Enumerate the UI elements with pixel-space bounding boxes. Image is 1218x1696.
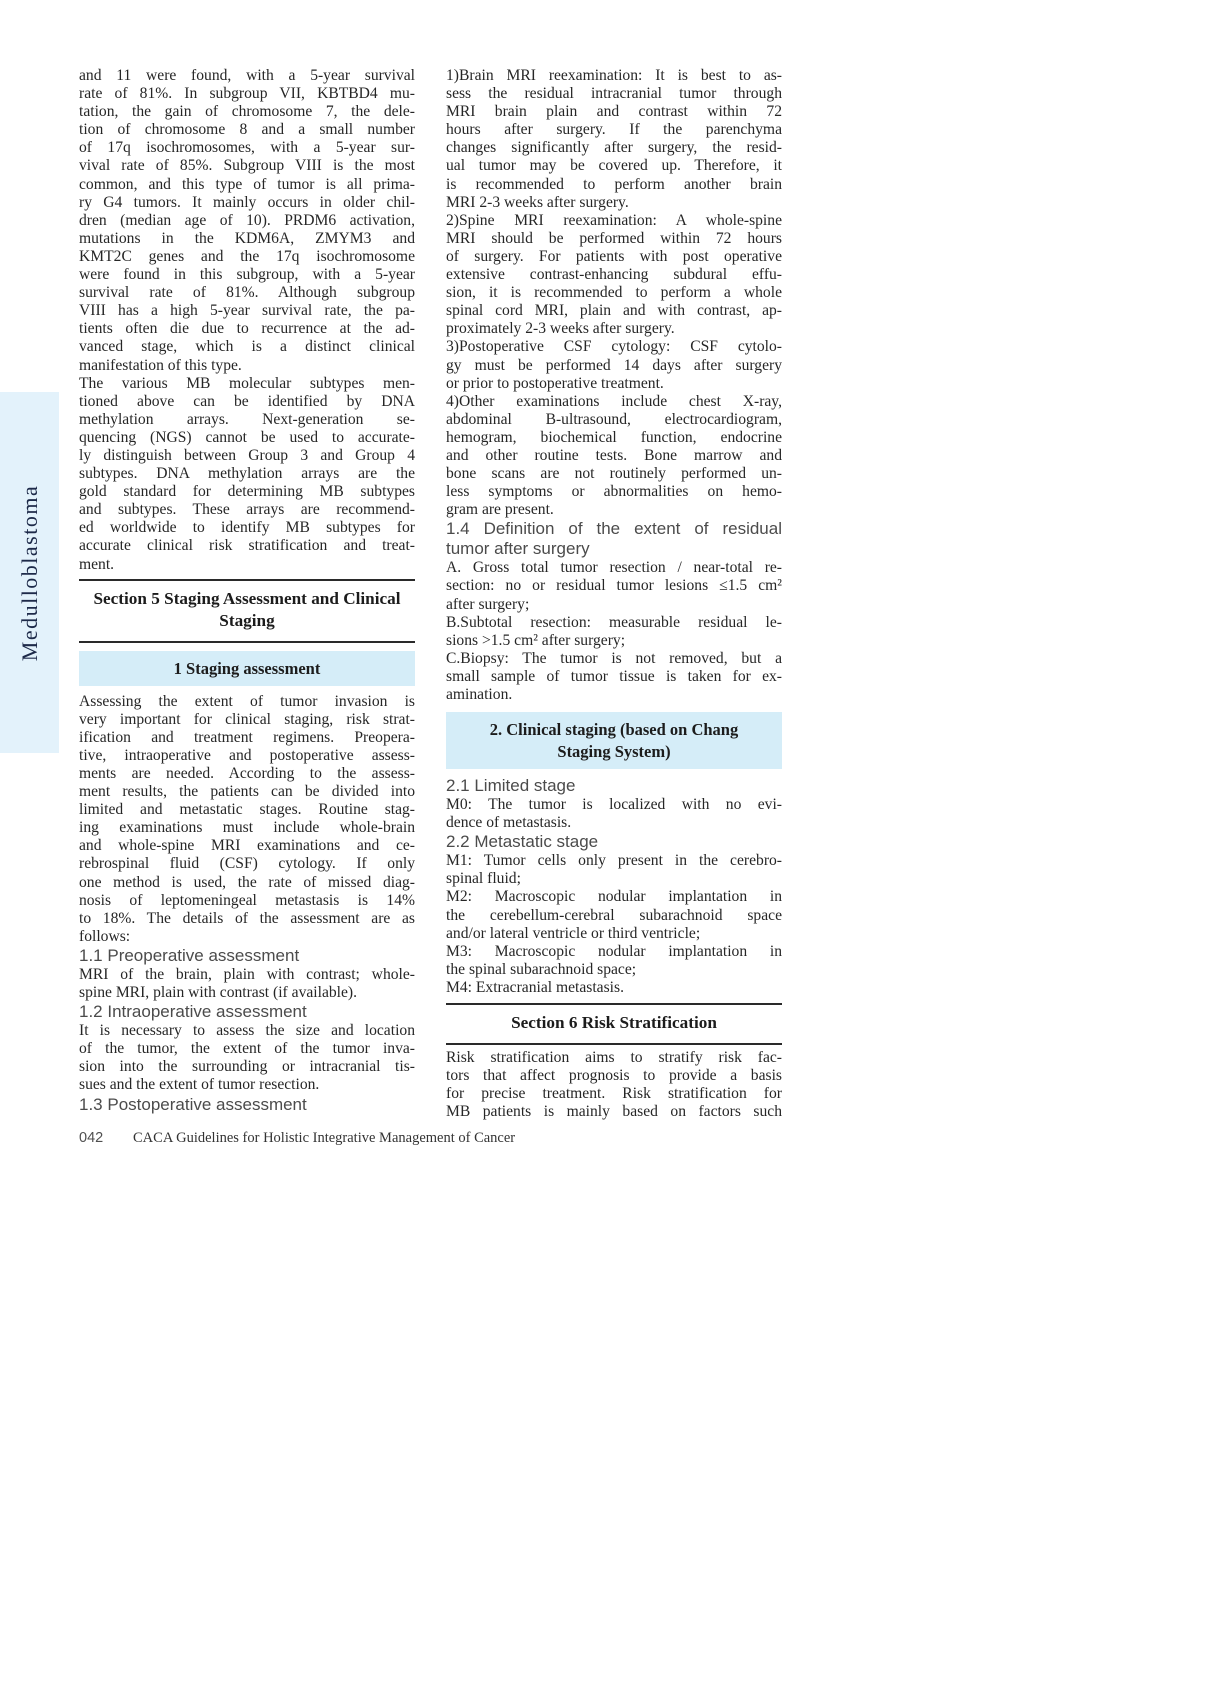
text-line: A. Gross total tumor resection / near-total re-: [446, 559, 782, 577]
right-text-column: [446, 67, 782, 1121]
text-line: rebrospinal fluid (CSF) cytology. If only: [79, 855, 415, 873]
text-line: C.Biopsy: The tumor is not removed, but a: [446, 649, 782, 667]
text-line: 1)Brain MRI reexamination: It is best to as-: [446, 67, 782, 84]
subsection-heading: [446, 776, 782, 796]
text-line: gold standard for determining MB subtypes: [79, 483, 415, 501]
text-line: less symptoms or abnormalities on hemo-: [446, 483, 782, 501]
text-line: spine MRI, plain with contrast (if available).: [79, 984, 358, 1002]
text-line: 3)Postoperative CSF cytology: CSF cytolo-: [446, 338, 782, 356]
paragraph: [446, 393, 782, 520]
text-line: changes significantly after surgery, the resid-: [446, 139, 782, 157]
text-line: and/or lateral ventricle or third ventricle;: [446, 924, 701, 942]
section-heading: [79, 579, 415, 643]
text-line: of 17q isochromosomes, with a 5-year sur-: [79, 139, 415, 157]
paragraph: [79, 693, 415, 946]
paragraph: [446, 338, 782, 392]
text-line: tive, intraoperative and postoperative assess-: [79, 746, 415, 764]
text-line: 1.3 Postoperative assessment: [79, 1094, 307, 1114]
paragraph: [446, 852, 782, 888]
highlight-heading: [79, 651, 415, 686]
paragraph: [79, 67, 415, 375]
text-line: very important for clinical staging, risk strat-: [79, 710, 415, 728]
text-line: or prior to postoperative treatment.: [446, 374, 664, 392]
text-line: the cerebellum-cerebral subarachnoid space: [446, 906, 782, 924]
text-line: manifestation of this type.: [79, 356, 242, 374]
text-line: MRI of the brain, plain with contrast; whole-: [79, 965, 415, 983]
text-line: 2.2 Metastatic stage: [446, 832, 599, 852]
text-line: of the tumor, the extent of the tumor inva-: [79, 1040, 415, 1058]
text-line: MB patients is mainly based on factors such: [446, 1103, 782, 1121]
text-line: M1: Tumor cells only present in the cerebro-: [446, 852, 782, 870]
text-line: 2.1 Limited stage: [446, 776, 576, 796]
chapter-sidebar-label: Medulloblastoma: [16, 484, 42, 661]
text-line: of surgery. For patients with post operative: [446, 247, 782, 265]
text-line: Staging: [219, 610, 275, 630]
text-line: spinal cord MRI, plain and with contrast, ap-: [446, 302, 782, 320]
text-line: hemogram, biochemical function, endocrine: [446, 428, 782, 446]
paragraph: [446, 67, 782, 212]
text-line: M0: The tumor is localized with no evi-: [446, 796, 782, 814]
subsection-heading: [79, 1002, 415, 1022]
text-line: Staging System): [557, 742, 671, 762]
text-line: MRI should be performed within 72 hours: [446, 229, 782, 247]
text-line: Risk stratification aims to stratify risk fac-: [446, 1049, 782, 1067]
paragraph: [446, 614, 782, 650]
text-line: M4: Extracranial metastasis.: [446, 978, 624, 996]
text-line: gy must be performed 14 days after surgery: [446, 356, 782, 374]
text-line: Section 5 Staging Assessment and Clinical: [93, 588, 401, 608]
text-line: the spinal subarachnoid space;: [446, 960, 637, 978]
paragraph: [446, 796, 782, 832]
text-line: sion, it is recommended to perform a whole: [446, 284, 782, 302]
text-line: ly distinguish between Group 3 and Group 4: [79, 446, 415, 464]
text-line: section: no or residual tumor lesions ≤1.5 cm²: [446, 577, 782, 595]
text-line: 1.1 Preoperative assessment: [79, 945, 300, 965]
text-line: Section 6 Risk Stratification: [511, 1013, 717, 1033]
subsection-heading: [79, 946, 415, 966]
text-line: sues and the extent of tumor resection.: [79, 1076, 320, 1094]
text-line: to 18%. The details of the assessment are as: [79, 909, 415, 927]
text-line: ment.: [79, 555, 115, 573]
text-line: It is necessary to assess the size and location: [79, 1022, 415, 1040]
text-line: limited and metastatic stages. Routine stag-: [79, 801, 415, 819]
text-line: 2. Clinical staging (based on Chang: [489, 720, 739, 740]
text-line: is recommended to perform another brain: [446, 175, 782, 193]
text-line: VIII has a high 5-year survival rate, the pa-: [79, 302, 415, 320]
text-line: 4)Other examinations include chest X-ray,: [446, 392, 782, 410]
left-text-column: [79, 67, 415, 1115]
text-line: gram are present.: [446, 501, 554, 519]
paragraph: [446, 943, 782, 979]
text-line: rate of 81%. In subgroup VII, KBTBD4 mu-: [79, 85, 415, 103]
text-line: survival rate of 81%. Although subgroup: [79, 284, 415, 302]
text-line: ry G4 tumors. It mainly occurs in older chil-: [79, 193, 415, 211]
text-line: tioned above can be identified by DNA: [79, 392, 415, 410]
text-line: and 11 were found, with a 5-year survival: [79, 67, 415, 84]
text-line: after surgery;: [446, 595, 530, 613]
paragraph: [446, 979, 782, 997]
text-line: dren (median age of 10). PRDM6 activation,: [79, 211, 415, 229]
text-line: tors that affect prognosis to provide a basis: [446, 1067, 782, 1085]
text-line: tation, the gain of chromosome 7, the dele-: [79, 103, 415, 121]
text-line: 1 Staging assessment: [173, 658, 321, 678]
text-line: and subtypes. These arrays are recommend-: [79, 501, 415, 519]
text-line: were found in this subgroup, with a 5-year: [79, 266, 415, 284]
text-line: abdominal B-ultrasound, electrocardiogram,: [446, 410, 782, 428]
text-line: tients often die due to recurrence at the ad-: [79, 320, 415, 338]
text-line: mutations in the KDM6A, ZMYM3 and: [79, 229, 415, 247]
page-footer: [79, 1129, 839, 1147]
text-line: tion of chromosome 8 and a small number: [79, 121, 415, 139]
paragraph: [79, 966, 415, 1002]
text-line: ual tumor may be covered up. Therefore, it: [446, 157, 782, 175]
page-number: 042: [79, 1130, 104, 1146]
text-line: vival rate of 85%. Subgroup VIII is the most: [79, 157, 415, 175]
text-line: accurate clinical risk stratification and treat-: [79, 537, 415, 555]
text-line: M3: Macroscopic nodular implantation in: [446, 942, 782, 960]
text-line: small sample of tumor tissue is taken for ex-: [446, 667, 782, 685]
text-line: sions >1.5 cm² after surgery;: [446, 631, 626, 649]
paragraph: [79, 1022, 415, 1094]
text-line: 1.2 Intraoperative assessment: [79, 1002, 307, 1022]
text-line: one method is used, the rate of missed diag-: [79, 873, 415, 891]
text-line: hours after surgery. If the parenchyma: [446, 121, 782, 139]
subsection-heading: [79, 1095, 415, 1115]
text-line: vanced stage, which is a distinct clinical: [79, 338, 415, 356]
subsection-heading: [446, 832, 782, 852]
paragraph: [446, 212, 782, 339]
text-line: sion into the surrounding or intracranial tis-: [79, 1058, 415, 1076]
text-line: ed worldwide to identify MB subtypes for: [79, 519, 415, 537]
text-line: dence of metastasis.: [446, 814, 572, 832]
text-line: 2)Spine MRI reexamination: A whole-spine: [446, 211, 782, 229]
text-line: The various MB molecular subtypes men-: [79, 374, 415, 392]
text-line: MRI 2-3 weeks after surgery.: [446, 193, 629, 211]
highlight-heading: [446, 712, 782, 769]
text-line: B.Subtotal resection: measurable residual le-: [446, 613, 782, 631]
text-line: methylation arrays. Next-generation se-: [79, 410, 415, 428]
paragraph: [446, 650, 782, 704]
text-line: 1.4 Definition of the extent of residual: [446, 519, 782, 539]
text-line: nosis of leptomeningeal metastasis is 14%: [79, 891, 415, 909]
text-line: sess the residual intracranial tumor through: [446, 85, 782, 103]
text-line: ments are needed. According to the assess-: [79, 765, 415, 782]
subsection-heading: [446, 519, 782, 559]
paragraph: [79, 375, 415, 574]
text-line: follows:: [79, 927, 131, 945]
paragraph: [446, 559, 782, 613]
text-line: tumor after surgery: [446, 539, 590, 559]
text-line: KMT2C genes and the 17q isochromosome: [79, 247, 415, 265]
text-line: extensive contrast-enhancing subdural effu-: [446, 266, 782, 284]
text-line: quencing (NGS) cannot be used to accurate-: [79, 428, 415, 446]
paragraph: [446, 888, 782, 942]
text-line: common, and this type of tumor is all prima-: [79, 175, 415, 193]
text-line: bone scans are not routinely performed un-: [446, 465, 782, 483]
text-line: and other routine tests. Bone marrow and: [446, 446, 782, 464]
footer-book-title: CACA Guidelines for Holistic Integrative Management of Cancer: [133, 1130, 516, 1146]
text-line: spinal fluid;: [446, 870, 521, 888]
text-line: ification and treatment regimens. Preopera-: [79, 728, 415, 746]
text-line: ment results, the patients can be divided into: [79, 783, 415, 801]
chapter-sidebar-tab: [0, 392, 59, 753]
text-line: amination.: [446, 686, 513, 703]
section-heading: [446, 1003, 782, 1045]
text-line: M2: Macroscopic nodular implantation in: [446, 888, 782, 906]
text-line: for precise treatment. Risk stratification for: [446, 1085, 782, 1103]
text-line: and whole-spine MRI examinations and ce-: [79, 837, 415, 855]
text-line: proximately 2-3 weeks after surgery.: [446, 320, 675, 338]
text-line: Assessing the extent of tumor invasion is: [79, 692, 415, 710]
paragraph: [446, 1049, 782, 1121]
text-line: ing examinations must include whole-brain: [79, 819, 415, 837]
text-line: subtypes. DNA methylation arrays are the: [79, 465, 415, 483]
text-line: MRI brain plain and contrast within 72: [446, 103, 782, 121]
